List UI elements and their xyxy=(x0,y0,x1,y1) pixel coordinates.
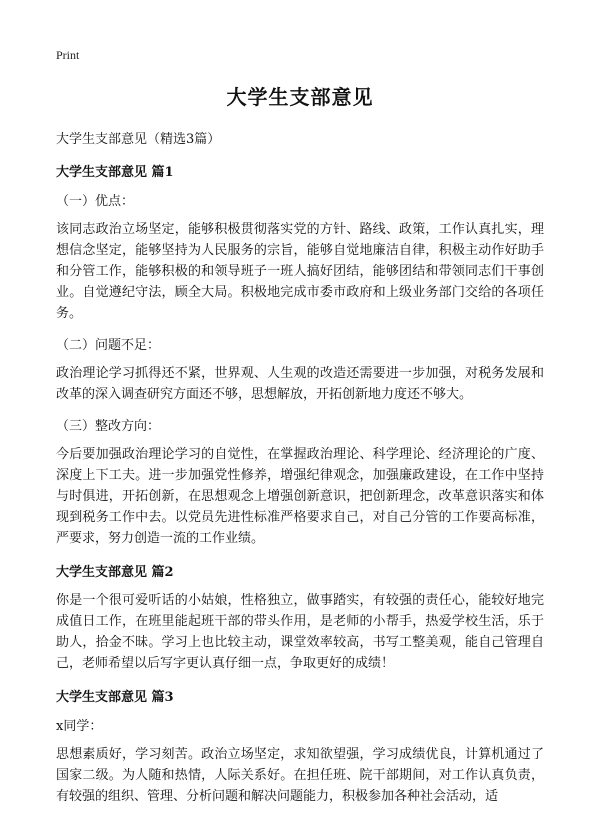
page-title: 大学生支部意见 xyxy=(226,85,374,109)
paragraph: 该同志政治立场坚定，能够积极贯彻落实党的方针、路线、政策，工作认真扎实，理想信念坚定，能够坚持为人民服务的宗旨，能够自觉地廉洁自律，积极主动作好助手和分管工作，能够积极的和领导班子一班人搞好团结，能够团结和带领同志们干事创业。自觉遵纪守法，顾全大局。积极地完成市委市政府和上级业务部门交给的各项任务。 xyxy=(56,222,544,321)
item-heading: （二）问题不足： xyxy=(56,338,161,353)
item-heading: （一）优点： xyxy=(56,194,135,209)
document-body xyxy=(56,161,544,807)
item-heading: （三）整改方向： xyxy=(56,419,161,434)
paragraph: 思想素质好，学习刻苦。政治立场坚定，求知欲望强，学习成绩优良，计算机通过了国家二级。为人随和热情，人际关系好。在担任班、院干部期间，对工作认真负责，有较强的组织、管理、分析问题和解决问题能力，积极参加各种社会活动，适 xyxy=(56,747,544,804)
item-heading: x同学： xyxy=(56,719,103,734)
paragraph: 你是一个很可爱听话的小姑娘，性格独立，做事踏实，有较强的责任心，能较好地完成值日工作，在班里能起班干部的带头作用，是老师的小帮手，热爱学校生活，乐于助人，拾金不昧。学习上也比较主动，课堂效率较高，书写工整美观，能自己管理自己，老师希望以后写字更认真仔细一点，争取更好的成绩！ xyxy=(56,593,544,671)
paragraph: 政治理论学习抓得还不紧，世界观、人生观的改造还需要进一步加强，对税务发展和改革的深入调查研究方面还不够，思想解放，开拓创新地力度还不够大。 xyxy=(56,366,544,402)
section-heading: 大学生支部意见 篇1 xyxy=(56,165,174,180)
section-heading: 大学生支部意见 篇3 xyxy=(56,690,174,705)
page-subtitle: 大学生支部意见（精选3篇） xyxy=(56,132,221,147)
section-heading: 大学生支部意见 篇2 xyxy=(56,565,174,580)
paragraph: 今后要加强政治理论学习的自觉性，在掌握政治理论、科学理论、经济理论的广度、深度上下工夫。进一步加强党性修养，增强纪律观念，加强廉政建设，在工作中坚持与时俱进，开拓创新，在思想观念上增强创新意识，把创新理念，改革意识落实和体现到税务工作中去。以党员先进性标准严格要求自己，对自己分管的工作要高标准，严要求，努力创造一流的工作业绩。 xyxy=(56,447,544,546)
print-link[interactable]: Print xyxy=(56,48,80,62)
